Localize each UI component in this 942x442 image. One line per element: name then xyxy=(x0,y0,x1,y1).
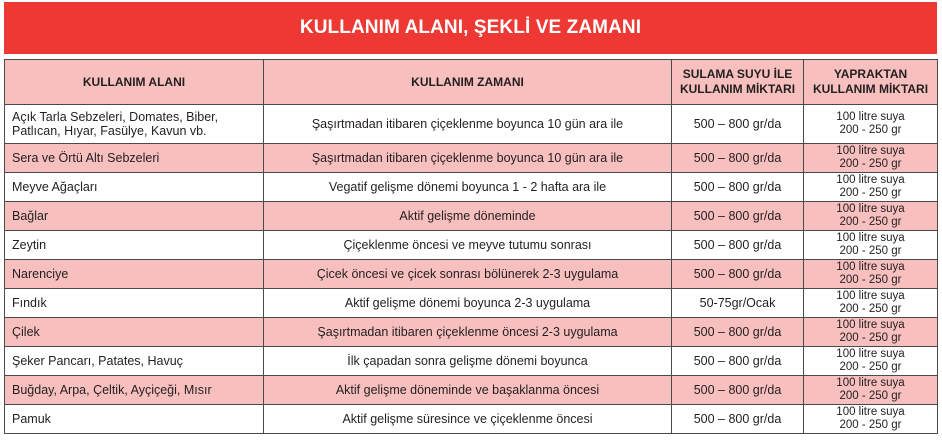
foliar-amount-line2: 200 - 250 gr xyxy=(839,332,902,344)
foliar-amount-line2: 200 - 250 gr xyxy=(839,361,902,373)
foliar-amount-line2: 200 - 250 gr xyxy=(839,158,902,170)
table-row xyxy=(5,202,938,231)
cell-usage-area: Pamuk xyxy=(5,405,264,434)
cell-irrigation-amount: 500 – 800 gr/da xyxy=(672,144,804,173)
cell-irrigation-amount: 50-75gr/Ocak xyxy=(672,289,804,318)
foliar-amount-line1: 100 litre suya xyxy=(836,232,905,244)
cell-usage-time: Aktif gelişme döneminde xyxy=(264,202,672,231)
foliar-amount-line1: 100 litre suya xyxy=(836,111,905,123)
cell-irrigation-amount: 500 – 800 gr/da xyxy=(672,105,804,144)
cell-usage-time: Vegatif gelişme dönemi boyunca 1 - 2 hafta ara ile xyxy=(264,173,672,202)
foliar-amount-line2: 200 - 250 gr xyxy=(839,419,902,431)
usage-table xyxy=(4,59,938,434)
cell-irrigation-amount: 500 – 800 gr/da xyxy=(672,318,804,347)
foliar-amount-line2: 200 - 250 gr xyxy=(839,274,902,286)
cell-foliar-amount xyxy=(804,173,938,202)
table-row xyxy=(5,405,938,434)
cell-foliar-amount xyxy=(804,105,938,144)
cell-irrigation-amount: 500 – 800 gr/da xyxy=(672,376,804,405)
cell-irrigation-amount: 500 – 800 gr/da xyxy=(672,260,804,289)
table-row xyxy=(5,289,938,318)
table-row xyxy=(5,376,938,405)
foliar-amount-line2: 200 - 250 gr xyxy=(839,124,902,136)
table-row xyxy=(5,260,938,289)
foliar-amount-line1: 100 litre suya xyxy=(836,261,905,273)
header-time: KULLANIM ZAMANI xyxy=(264,60,672,105)
table-body xyxy=(5,105,938,434)
page-title: KULLANIM ALANI, ŞEKLİ VE ZAMANI xyxy=(299,17,642,38)
foliar-amount-line1: 100 litre suya xyxy=(836,174,905,186)
cell-usage-time: Aktif gelişme döneminde ve başaklanma öncesi xyxy=(264,376,672,405)
cell-irrigation-amount: 500 – 800 gr/da xyxy=(672,347,804,376)
cell-foliar-amount xyxy=(804,289,938,318)
page-title-banner xyxy=(4,2,937,54)
cell-usage-area: Açık Tarla Sebzeleri, Domates, Biber, Patlıcan, Hıyar, Fasülye, Kavun vb. xyxy=(5,105,264,144)
cell-usage-area: Bağlar xyxy=(5,202,264,231)
cell-foliar-amount xyxy=(804,202,938,231)
cell-usage-area: Sera ve Örtü Altı Sebzeleri xyxy=(5,144,264,173)
header-irrigation-line2: KULLANIM MİKTARI xyxy=(679,82,796,96)
cell-usage-area: Şeker Pancarı, Patates, Havuç xyxy=(5,347,264,376)
foliar-amount-line2: 200 - 250 gr xyxy=(839,216,902,228)
cell-foliar-amount xyxy=(804,376,938,405)
table-row xyxy=(5,347,938,376)
cell-foliar-amount xyxy=(804,231,938,260)
table-row xyxy=(5,318,938,347)
table-row xyxy=(5,173,938,202)
cell-usage-time: Şaşırtmadan itibaren çiçeklenme boyunca 10 gün ara ile xyxy=(264,144,672,173)
cell-foliar-amount xyxy=(804,260,938,289)
foliar-amount-line1: 100 litre suya xyxy=(836,406,905,418)
table-row xyxy=(5,105,938,144)
foliar-amount-line1: 100 litre suya xyxy=(836,348,905,360)
foliar-amount-line1: 100 litre suya xyxy=(836,203,905,215)
header-area: KULLANIM ALANI xyxy=(5,60,264,105)
foliar-amount-line2: 200 - 250 gr xyxy=(839,390,902,402)
foliar-amount-line1: 100 litre suya xyxy=(836,290,905,302)
cell-irrigation-amount: 500 – 800 gr/da xyxy=(672,405,804,434)
foliar-amount-line1: 100 litre suya xyxy=(836,145,905,157)
table-row xyxy=(5,144,938,173)
cell-usage-area: Çilek xyxy=(5,318,264,347)
cell-usage-time: Şaşırtmadan itibaren çiçeklenme boyunca 10 gün ara ile xyxy=(264,105,672,144)
cell-foliar-amount xyxy=(804,318,938,347)
cell-usage-area: Zeytin xyxy=(5,231,264,260)
header-leaf xyxy=(804,60,938,105)
cell-usage-area: Fındık xyxy=(5,289,264,318)
cell-usage-time: Çicek öncesi ve çicek sonrası bölünerek 2-3 uygulama xyxy=(264,260,672,289)
table-header xyxy=(5,60,938,105)
header-leaf-line1: YAPRAKTAN xyxy=(833,67,908,81)
cell-usage-time: Çiçeklenme öncesi ve meyve tutumu sonrası xyxy=(264,231,672,260)
cell-foliar-amount xyxy=(804,347,938,376)
header-irrigation xyxy=(672,60,804,105)
cell-usage-time: Aktif gelişme süresince ve çiçeklenme öncesi xyxy=(264,405,672,434)
page xyxy=(0,2,942,442)
foliar-amount-line2: 200 - 250 gr xyxy=(839,187,902,199)
cell-usage-time: Şaşırtmadan itibaren çiçeklenme öncesi 2-3 uygulama xyxy=(264,318,672,347)
header-leaf-line2: KULLANIM MİKTARI xyxy=(812,82,929,96)
header-irrigation-line1: SULAMA SUYU İLE xyxy=(682,67,793,81)
foliar-amount-line1: 100 litre suya xyxy=(836,319,905,331)
cell-irrigation-amount: 500 – 800 gr/da xyxy=(672,231,804,260)
foliar-amount-line2: 200 - 250 gr xyxy=(839,303,902,315)
foliar-amount-line1: 100 litre suya xyxy=(836,377,905,389)
cell-foliar-amount xyxy=(804,405,938,434)
cell-usage-time: İlk çapadan sonra gelişme dönemi boyunca xyxy=(264,347,672,376)
cell-irrigation-amount: 500 – 800 gr/da xyxy=(672,202,804,231)
cell-usage-area: Narenciye xyxy=(5,260,264,289)
header-row xyxy=(5,60,938,105)
cell-foliar-amount xyxy=(804,144,938,173)
foliar-amount-line2: 200 - 250 gr xyxy=(839,245,902,257)
cell-usage-area: Buğday, Arpa, Çeltik, Ayçiçeği, Mısır xyxy=(5,376,264,405)
cell-usage-time: Aktif gelişme dönemi boyunca 2-3 uygulama xyxy=(264,289,672,318)
cell-usage-area: Meyve Ağaçları xyxy=(5,173,264,202)
table-row xyxy=(5,231,938,260)
cell-irrigation-amount: 500 – 800 gr/da xyxy=(672,173,804,202)
